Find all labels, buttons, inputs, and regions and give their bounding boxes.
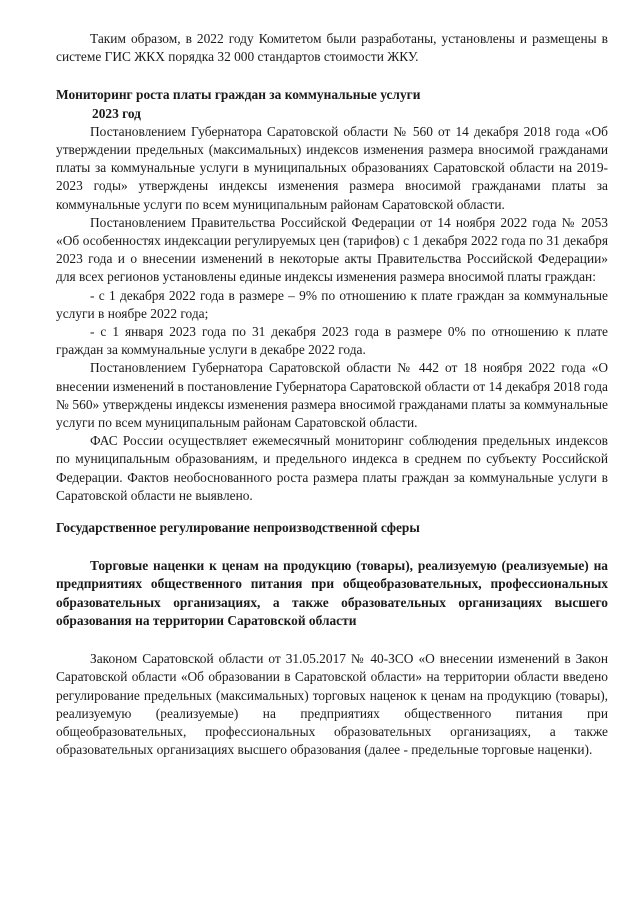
paragraph-intro: Таким образом, в 2022 году Комитетом были разработаны, установлены и размещены в системе ГИС ЖКХ порядка 32 000 стандартов стоимости ЖКУ. (56, 31, 608, 65)
subsection-heading-trade-markups: Торговые наценки к ценам на продукцию (товары), реализуемую (реализуемые) на предприятиях общественного питания при общеобразовательных, профессиональных образовательных организациях, а также образовательных организациях высшего образования на территории Саратовской области (56, 558, 608, 628)
section-heading-regulation: Государственное регулирование непроизводственной сферы (56, 520, 420, 536)
paragraph-decree-560: Постановлением Губернатора Саратовской области № 560 от 14 декабря 2018 года «Об утверждении предельных (максимальных) индексов изменения размера вносимой гражданами платы за коммунальные услуги в муниципальных образованиях Саратовской области на 2019-2023 годы» утверждены индексы изменения размера вносимой гражданами платы за коммунальные услуги по всем муниципальным районам Саратовской области. (56, 123, 608, 212)
paragraph-law-40-zso: Законом Саратовской области от 31.05.2017 № 40-ЗСО «О внесении изменений в Закон Саратовской области «Об образовании в Саратовской области» на территории области введено регулирование предельных (максимальных) торговых наценок к ценам на продукцию (товары), реализуемую (реализуемые) на предприятиях общественного питания при общеобразовательных, профессиональных образовательных организациях, а также образовательных организациях высшего образования (далее - предельные торговые наценки). (56, 651, 608, 758)
paragraph-decree-442: Постановлением Губернатора Саратовской области № 442 от 18 ноября 2022 года «О внесении изменений в постановление Губернатора Саратовской области от 14 декабря 2018 года № 560» утверждены индексы изменения размера вносимой гражданами платы за коммунальные услуги по всем муниципальным районам Саратовской области. (56, 360, 608, 431)
section-heading-monitoring-year: 2023 год (92, 105, 141, 121)
section-heading-monitoring (56, 86, 608, 122)
paragraph-fas-monitoring: ФАС России осуществляет ежемесячный мониторинг соблюдения предельных индексов по муниципальным образованиям, и предельного индекса в среднем по субъекту Российской Федерации. Фактов необоснованного роста размера платы граждан за коммунальные услуги в Саратовской области не выявлено. (56, 433, 608, 503)
list-item-2023: - с 1 января 2023 года по 31 декабря 2023 года в размере 0% по отношению к плате граждан за коммунальные услуги в декабре 2022 года. (56, 324, 608, 358)
paragraph-decree-2053: Постановлением Правительства Российской Федерации от 14 ноября 2022 года № 2053 «Об особенностях индексации регулируемых цен (тарифов) с 1 декабря 2022 года по 31 декабря 2023 года и о внесении изменений в некоторые акты Правительства Российской Федерации» для всех регионов установлены единые индексы изменения размера вносимой платы граждан: (56, 214, 608, 285)
list-item-december-2022: - с 1 декабря 2022 года в размере – 9% по отношению к плате граждан за коммунальные услуги в ноябре 2022 года; (56, 287, 608, 321)
section-heading-monitoring-title: Мониторинг роста платы граждан за коммунальные услуги (56, 87, 421, 103)
